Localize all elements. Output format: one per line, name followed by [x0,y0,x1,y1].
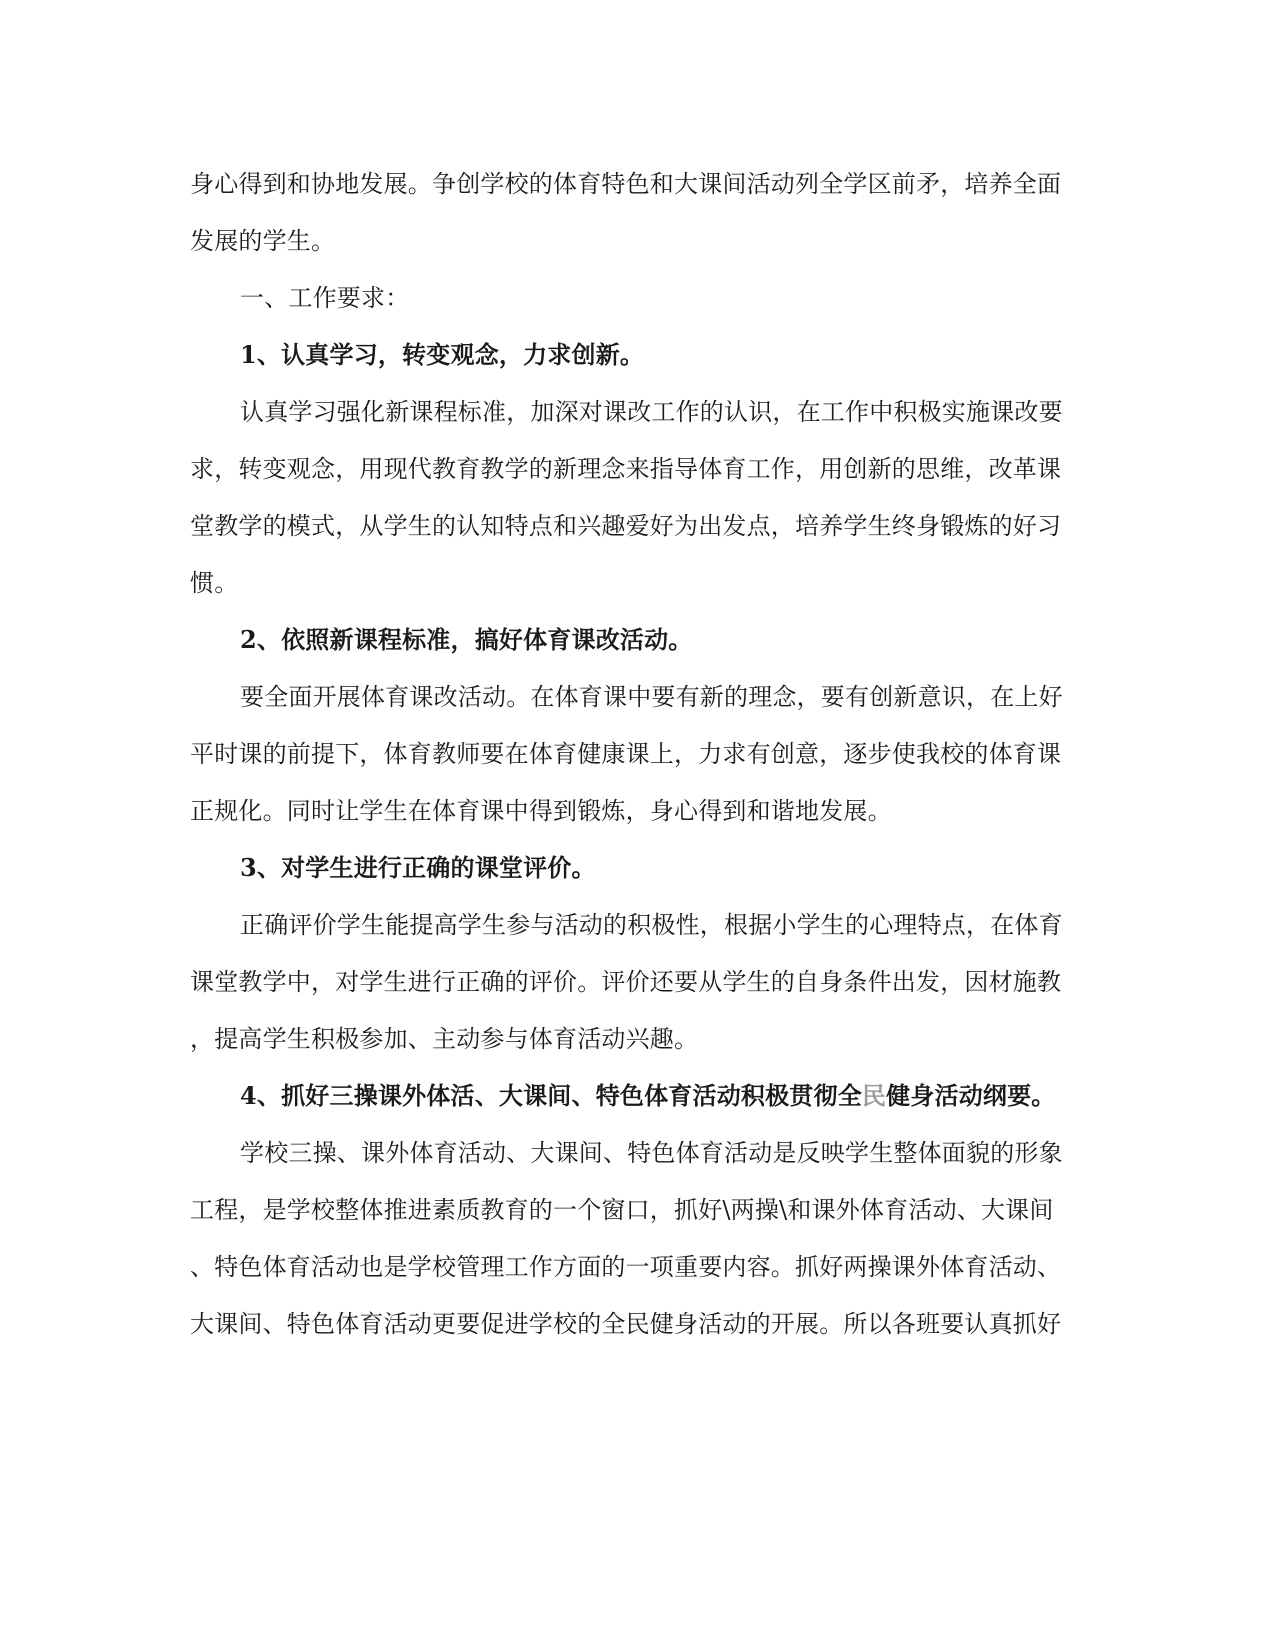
paragraph-line: 发展的学生。 [190,227,336,255]
paragraph-line: 课堂教学中，对学生进行正确的评价。评价还要从学生的自身条件出发，因材施教 [190,968,1062,996]
paragraph-line: 惯。 [190,569,239,597]
item-heading-4-part-a: 4、抓好三操课外体活、大课间、特色体育活动积极贯彻全 [240,1081,862,1110]
paragraph-line: 平时课的前提下，体育教师要在体育健康课上，力求有创意，逐步使我校的体育课 [190,740,1062,768]
item-heading-4 [240,1080,1090,1112]
paragraph-line: 求，转变观念，用现代教育教学的新理念来指导体育工作，用创新的思维，改革课 [190,455,1062,483]
item-heading-2: 2、依照新课程标准，搞好体育课改活动。 [240,625,693,654]
paragraph-line: 正确评价学生能提高学生参与活动的积极性，根据小学生的心理特点，在体育 [240,911,1063,939]
paragraph-line: 身心得到和协地发展。争创学校的体育特色和大课间活动列全学区前矛，培养全面 [190,170,1062,198]
item-heading-4-faded-char: 民 [861,1081,887,1110]
paragraph-line: ，提高学生积极参加、主动参与体育活动兴趣。 [190,1025,699,1053]
paragraph-line: 大课间、特色体育活动更要促进学校的全民健身活动的开展。所以各班要认真抓好 [190,1310,1062,1338]
paragraph-line: 正规化。同时让学生在体育课中得到锻炼，身心得到和谐地发展。 [190,797,892,825]
paragraph-line: 堂教学的模式，从学生的认知特点和兴趣爱好为出发点，培养学生终身锻炼的好习 [190,512,1062,540]
item-heading-4-part-b: 健身活动纲要。 [886,1081,1056,1110]
section-heading: 一、工作要求： [240,284,410,312]
item-heading-1: 1、认真学习，转变观念，力求创新。 [240,340,645,369]
paragraph-line: 学校三操、课外体育活动、大课间、特色体育活动是反映学生整体面貌的形象 [240,1139,1063,1167]
paragraph-line: 、特色体育活动也是学校管理工作方面的一项重要内容。抓好两操课外体育活动、 [190,1253,1062,1281]
paragraph-line: 认真学习强化新课程标准，加深对课改工作的认识，在工作中积极实施课改要 [240,398,1063,426]
paragraph-line: 要全面开展体育课改活动。在体育课中要有新的理念，要有创新意识，在上好 [240,683,1063,711]
paragraph-line: 工程，是学校整体推进素质教育的一个窗口，抓好\两操\和课外体育活动、大课间 [190,1196,1054,1224]
item-heading-3: 3、对学生进行正确的课堂评价。 [240,853,596,882]
